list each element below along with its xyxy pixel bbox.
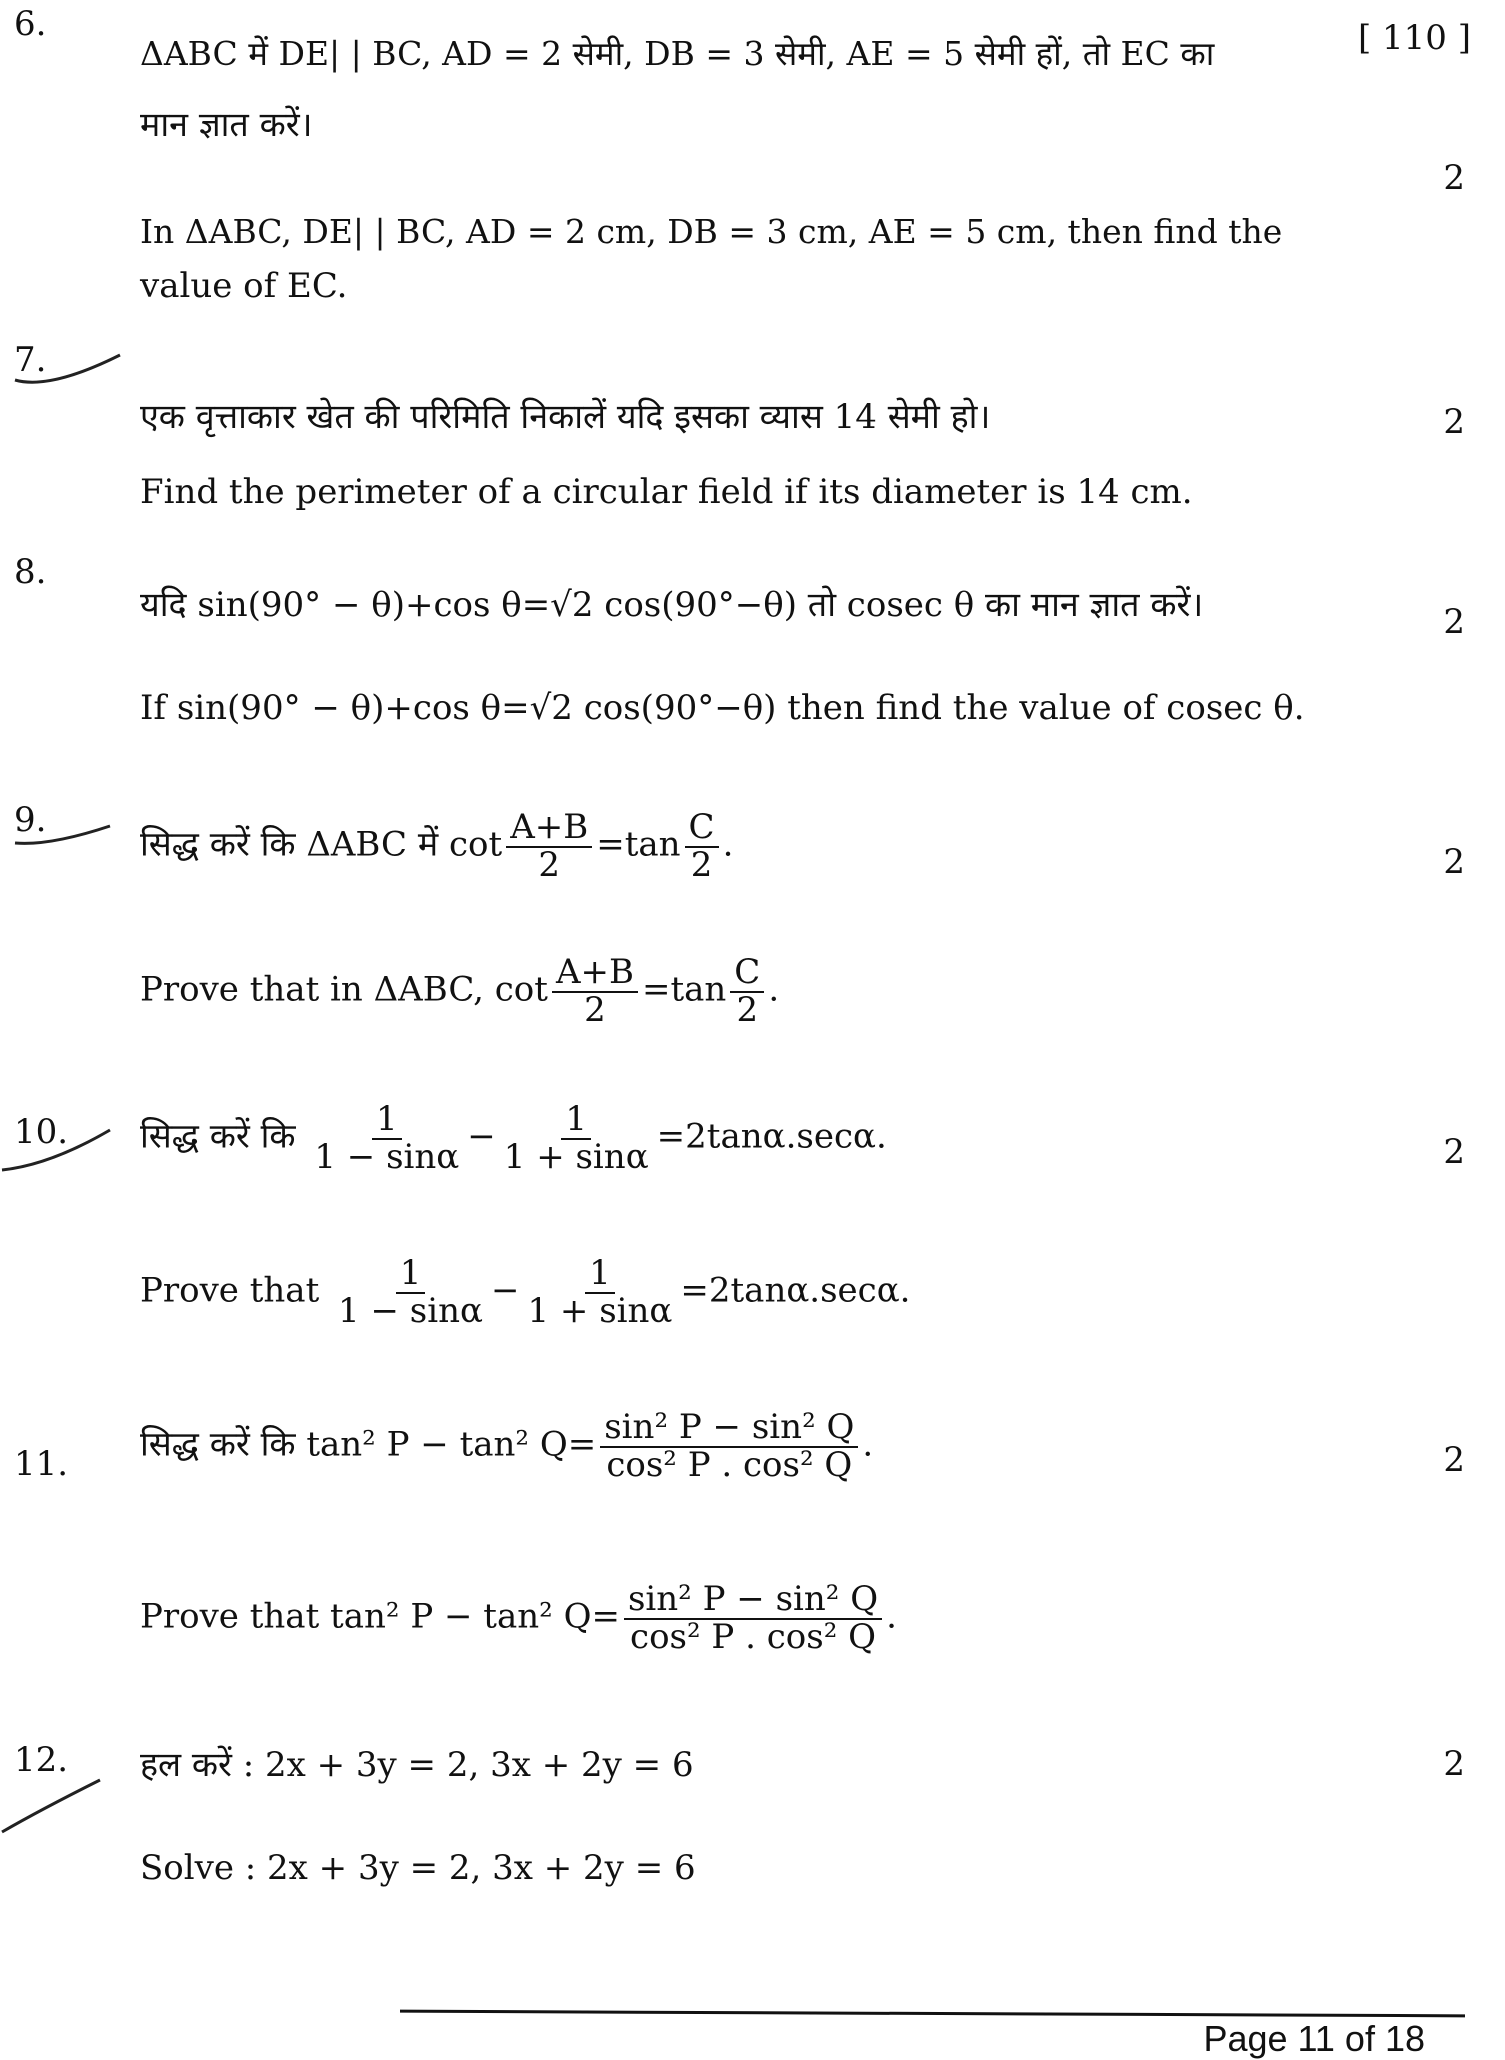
suffix: . bbox=[768, 969, 780, 1010]
pen-tick-icon bbox=[0, 1770, 120, 1840]
middle: − bbox=[490, 1270, 520, 1311]
question-english: Find the perimeter of a circular field if its diameter is 14 cm. bbox=[140, 472, 1193, 512]
question-english: value of EC. bbox=[140, 266, 348, 306]
question-hindi: यदि sin(90° − θ)+cos θ=√2 cos(90°−θ) तो cosec θ का मान ज्ञात करें। bbox=[140, 585, 1204, 625]
question-hindi: हल करें : 2x + 3y = 2, 3x + 2y = 6 bbox=[140, 1745, 694, 1785]
denominator: 2 bbox=[538, 844, 561, 885]
prefix: Prove that bbox=[140, 1596, 320, 1637]
question-english bbox=[140, 1253, 911, 1331]
suffix: . bbox=[862, 1424, 874, 1465]
question-hindi bbox=[140, 1407, 874, 1485]
question-english: Solve : 2x + 3y = 2, 3x + 2y = 6 bbox=[140, 1848, 696, 1888]
question-hindi: मान ज्ञात करें। bbox=[140, 105, 313, 145]
numerator: A+B bbox=[506, 810, 592, 848]
question-english: If sin(90° − θ)+cos θ=√2 cos(90°−θ) then find the value of cosec θ. bbox=[140, 688, 1305, 728]
lhs: tan² P − tan² Q= bbox=[330, 1596, 620, 1637]
question-hindi: ΔABC में DE| | BC, AD = 2 सेमी, DB = 3 सेमी, AE = 5 सेमी हों, तो EC का bbox=[140, 34, 1215, 73]
marks: 2 bbox=[1443, 1744, 1465, 1784]
suffix: . bbox=[722, 824, 734, 865]
middle: =tan bbox=[596, 824, 681, 865]
question-number: 11. bbox=[14, 1444, 69, 1484]
numerator: C bbox=[730, 955, 764, 993]
suffix: =2tanα.secα. bbox=[656, 1116, 887, 1157]
fraction bbox=[334, 1253, 487, 1331]
marks: 2 bbox=[1443, 1440, 1465, 1480]
paper-code: [ 110 ] bbox=[1357, 18, 1471, 58]
numerator: sin² P − sin² Q bbox=[600, 1410, 858, 1448]
marks: 2 bbox=[1443, 602, 1465, 642]
question-number: 6. bbox=[14, 4, 47, 44]
numerator: 1 bbox=[561, 1102, 591, 1140]
numerator: A+B bbox=[552, 955, 638, 993]
marks: 2 bbox=[1443, 1132, 1465, 1172]
denominator: 1 − sinα bbox=[338, 1290, 483, 1331]
prefix: सिद्ध करें कि ΔABC में cot bbox=[140, 824, 503, 865]
question-hindi bbox=[140, 807, 734, 885]
lhs: tan² P − tan² Q= bbox=[306, 1424, 597, 1465]
numerator: 1 bbox=[396, 1256, 426, 1294]
middle: =tan bbox=[641, 969, 727, 1010]
question-hindi: एक वृत्ताकार खेत की परिमिति निकालें यदि इसका व्यास 14 सेमी हो। bbox=[140, 397, 991, 437]
fraction bbox=[624, 1579, 882, 1657]
denominator: 1 − sinα bbox=[314, 1136, 460, 1177]
marks: 2 bbox=[1443, 842, 1465, 882]
marks: 2 bbox=[1443, 158, 1465, 198]
denominator: 1 + sinα bbox=[503, 1136, 649, 1177]
question-number: 9. bbox=[14, 800, 47, 840]
pen-tick-icon bbox=[0, 1120, 120, 1180]
question-number: 10. bbox=[14, 1112, 69, 1152]
fraction bbox=[500, 1099, 653, 1177]
middle: − bbox=[467, 1116, 496, 1157]
pen-tick-icon bbox=[10, 350, 130, 390]
numerator: 1 bbox=[372, 1102, 402, 1140]
question-hindi bbox=[140, 1099, 887, 1177]
suffix: . bbox=[886, 1596, 897, 1637]
pen-tick-icon bbox=[10, 808, 120, 848]
question-number: 8. bbox=[14, 552, 47, 592]
question-number: 12. bbox=[14, 1740, 69, 1780]
denominator: cos² P . cos² Q bbox=[630, 1616, 876, 1657]
page-number: Page 11 of 18 bbox=[1203, 2018, 1425, 2059]
fraction bbox=[552, 952, 638, 1030]
prefix: Prove that bbox=[140, 1270, 320, 1311]
prefix: सिद्ध करें कि bbox=[140, 1424, 296, 1465]
fraction bbox=[523, 1253, 676, 1331]
fraction bbox=[600, 1407, 858, 1485]
denominator: cos² P . cos² Q bbox=[606, 1444, 853, 1485]
question-english: In ΔABC, DE| | BC, AD = 2 cm, DB = 3 cm, AE = 5 cm, then find the bbox=[140, 212, 1283, 251]
marks: 2 bbox=[1443, 402, 1465, 442]
denominator: 2 bbox=[690, 844, 713, 885]
fraction bbox=[506, 807, 592, 885]
denominator: 1 + sinα bbox=[527, 1290, 673, 1331]
denominator: 2 bbox=[584, 989, 606, 1030]
question-number: 7. bbox=[14, 340, 47, 380]
question-english bbox=[140, 952, 780, 1030]
numerator: 1 bbox=[585, 1256, 615, 1294]
fraction bbox=[685, 807, 719, 885]
footer-rule bbox=[400, 2010, 1465, 2018]
numerator: C bbox=[685, 810, 719, 848]
question-english bbox=[140, 1579, 897, 1657]
suffix: =2tanα.secα. bbox=[680, 1270, 911, 1311]
numerator: sin² P − sin² Q bbox=[624, 1582, 882, 1620]
fraction bbox=[310, 1099, 463, 1177]
prefix: Prove that in ΔABC, cot bbox=[140, 969, 548, 1010]
fraction bbox=[730, 952, 764, 1030]
denominator: 2 bbox=[736, 989, 759, 1030]
prefix: सिद्ध करें कि bbox=[140, 1116, 296, 1157]
